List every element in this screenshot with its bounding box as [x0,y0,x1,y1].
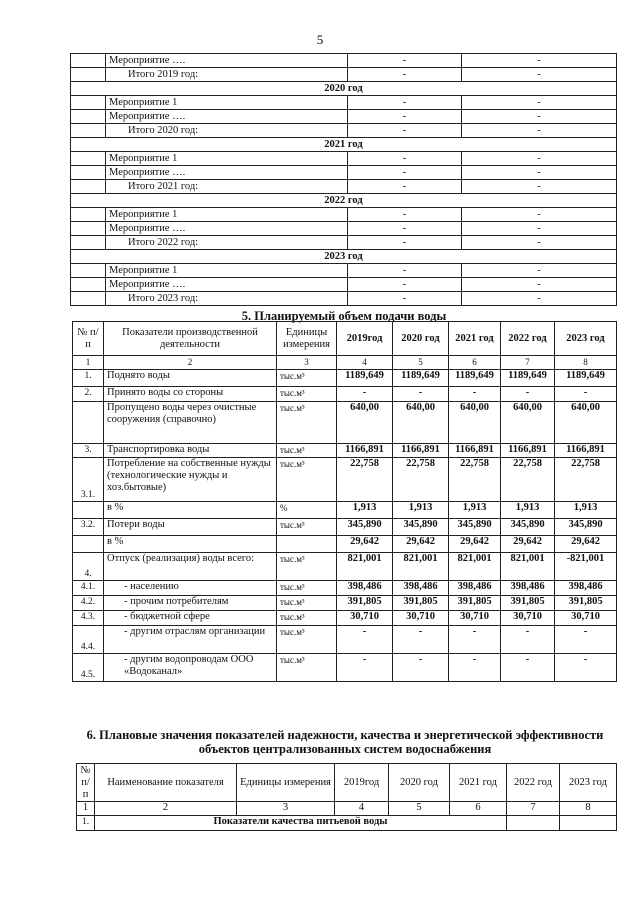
row-num-cell [71,222,106,236]
value-cell: 391,805 [501,596,555,611]
section-5-title: 5. Планируемый объем подачи воды [241,309,447,323]
value-cell: 30,710 [393,611,449,626]
row-num-cell [71,208,106,222]
value-cell: - [337,387,393,402]
unit-cell: тыс.м³ [277,519,337,536]
measure-name: Мероприятие …. [106,278,348,292]
indicator-name: Потребление на собственные нужды (технологические нужды и хоз.бытовые) [104,458,277,502]
value-cell: - [462,278,617,292]
row-num-cell [71,152,106,166]
indicator-row [73,611,617,626]
col-2023-header: 2023 год [555,322,617,356]
value-cell: - [462,152,617,166]
value-cell: 22,758 [393,458,449,502]
unit-cell: % [277,502,337,519]
value-cell: - [348,68,462,82]
value-cell: - [462,208,617,222]
row-num-cell [71,264,106,278]
measure-row [71,68,617,82]
measure-row [71,236,617,250]
index-cell: 7 [501,356,555,370]
row-num-cell [71,124,106,138]
value-cell: 345,890 [555,519,617,536]
year-header-row [71,138,617,152]
value-cell: - [462,236,617,250]
value-cell: 398,486 [501,581,555,596]
year-label: 2021 год [71,138,617,152]
value-cell: 391,805 [555,596,617,611]
unit-cell: тыс.м³ [277,553,337,581]
value-cell: - [462,222,617,236]
value-cell: 1166,891 [393,444,449,458]
value-cell: 1189,649 [555,370,617,387]
value-cell: - [449,626,501,654]
value-cell: - [462,264,617,278]
indicator-name: - бюджетной сфере [104,611,277,626]
measure-name: Мероприятие 1 [106,264,348,278]
value-cell: - [348,166,462,180]
measure-name: Мероприятие 1 [106,152,348,166]
value-cell: - [337,626,393,654]
value-cell: 29,642 [501,536,555,553]
value-cell: - [501,387,555,402]
s6-row-num: 1. [77,816,95,831]
value-cell: 30,710 [337,611,393,626]
s6-col-indicator-header: Наименование показателя [95,764,237,802]
index-row [73,356,617,370]
measure-row [71,264,617,278]
value-cell: 1189,649 [337,370,393,387]
value-cell: -821,001 [555,553,617,581]
s6-row [77,816,617,831]
year-label: 2023 год [71,250,617,264]
unit-cell: тыс.м³ [277,458,337,502]
s6-col-2022-header: 2022 год [507,764,560,802]
value-cell: - [501,654,555,682]
s6-col-2020-header: 2020 год [389,764,450,802]
value-cell: 398,486 [555,581,617,596]
indicator-row [73,444,617,458]
row-num-cell [71,278,106,292]
value-cell: 345,890 [449,519,501,536]
measure-name: Мероприятие 1 [106,208,348,222]
s6-index-cell: 4 [335,802,389,816]
value-cell: 345,890 [393,519,449,536]
value-cell: 1,913 [393,502,449,519]
s6-empty-cell [507,816,560,831]
row-num-cell [71,96,106,110]
indicator-name: в % [104,536,277,553]
year-header-row [71,250,617,264]
indicator-name: в % [104,502,277,519]
year-label: 2020 год [71,82,617,96]
value-cell: 22,758 [337,458,393,502]
value-cell: 29,642 [393,536,449,553]
value-cell: - [462,180,617,194]
s6-col-num-header: № п/ п [77,764,95,802]
indicator-row [73,402,617,444]
indicator-name: Поднято воды [104,370,277,387]
row-num: 2. [73,387,104,402]
value-cell: - [462,166,617,180]
row-num: 4.5. [73,654,104,682]
total-label: Итого 2023 год: [106,292,348,306]
row-num-cell [71,236,106,250]
row-num: 3.2. [73,519,104,536]
s6-index-row [77,802,617,816]
index-cell: 2 [104,356,277,370]
s6-col-units-header: Единицы измерения [237,764,335,802]
value-cell: 345,890 [337,519,393,536]
s6-empty-cell [560,816,617,831]
s6-index-cell: 6 [450,802,507,816]
s6-index-cell: 3 [237,802,335,816]
indicator-name: - другим отраслям организации [104,626,277,654]
unit-cell: тыс.м³ [277,611,337,626]
value-cell: - [462,54,617,68]
indicator-name: - другим водопроводам ООО «Водоканал» [104,654,277,682]
value-cell: 1,913 [337,502,393,519]
value-cell: 640,00 [555,402,617,444]
row-num: 4. [73,553,104,581]
value-cell: 22,758 [501,458,555,502]
value-cell: 398,486 [337,581,393,596]
value-cell: 1189,649 [501,370,555,387]
measure-row [71,180,617,194]
s6-row-name: Показатели качества питьевой воды [95,816,507,831]
measure-name: Мероприятие …. [106,166,348,180]
indicator-row [73,654,617,682]
value-cell: - [348,180,462,194]
s6-index-cell: 2 [95,802,237,816]
indicator-name: Принято воды со стороны [104,387,277,402]
indicator-row [73,519,617,536]
value-cell: 22,758 [555,458,617,502]
index-cell: 3 [277,356,337,370]
value-cell: - [348,264,462,278]
year-header-row [71,82,617,96]
measure-row [71,54,617,68]
total-label: Итого 2022 год: [106,236,348,250]
value-cell: 821,001 [393,553,449,581]
value-cell: 29,642 [337,536,393,553]
unit-cell: тыс.м³ [277,444,337,458]
value-cell: - [462,68,617,82]
value-cell: 640,00 [337,402,393,444]
value-cell: - [348,110,462,124]
value-cell: 1189,649 [393,370,449,387]
row-num: 4.4. [73,626,104,654]
value-cell: 30,710 [449,611,501,626]
value-cell: 640,00 [449,402,501,444]
quality-indicators-table [76,763,617,831]
row-num [73,502,104,519]
value-cell: - [555,654,617,682]
row-num [73,402,104,444]
indicator-row [73,581,617,596]
indicator-name: Пропущено воды через очистные сооружения (справочно) [104,402,277,444]
col-2022-header: 2022 год [501,322,555,356]
value-cell: - [393,626,449,654]
col-num-header: № п/п [73,322,104,356]
value-cell: - [501,626,555,654]
value-cell: 821,001 [337,553,393,581]
col-2021-header: 2021 год [449,322,501,356]
row-num-cell [71,180,106,194]
col-units-header: Единицы измерения [277,322,337,356]
indicator-row [73,536,617,553]
index-cell: 6 [449,356,501,370]
measure-row [71,152,617,166]
value-cell: 345,890 [501,519,555,536]
value-cell: 821,001 [449,553,501,581]
row-num: 3. [73,444,104,458]
value-cell: 391,805 [449,596,501,611]
total-label: Итого 2019 год: [106,68,348,82]
value-cell: 22,758 [449,458,501,502]
measure-row [71,222,617,236]
row-num-cell [71,110,106,124]
value-cell: - [462,96,617,110]
unit-cell: тыс.м³ [277,596,337,611]
indicator-row [73,596,617,611]
unit-cell: тыс.м³ [277,370,337,387]
value-cell: - [462,124,617,138]
value-cell: 1,913 [449,502,501,519]
measure-name: Мероприятие …. [106,110,348,124]
measure-row [71,124,617,138]
indicator-row [73,370,617,387]
water-supply-table [72,321,617,682]
value-cell: 391,805 [393,596,449,611]
row-num: 4.2. [73,596,104,611]
value-cell: - [348,222,462,236]
col-2019-header: 2019год [337,322,393,356]
year-label: 2022 год [71,194,617,208]
value-cell: - [348,278,462,292]
value-cell: - [555,626,617,654]
unit-cell: тыс.м³ [277,402,337,444]
index-cell: 5 [393,356,449,370]
indicator-row [73,458,617,502]
measure-row [71,96,617,110]
value-cell: 1189,649 [449,370,501,387]
unit-cell: тыс.м³ [277,387,337,402]
total-label: Итого 2021 год: [106,180,348,194]
value-cell: - [348,54,462,68]
col-2020-header: 2020 год [393,322,449,356]
value-cell: - [449,387,501,402]
value-cell: - [393,654,449,682]
indicator-name: Потери воды [104,519,277,536]
value-cell: 1166,891 [337,444,393,458]
index-cell: 4 [337,356,393,370]
value-cell: - [462,292,617,306]
value-cell: - [462,110,617,124]
s6-col-2023-header: 2023 год [560,764,617,802]
s6-col-2021-header: 2021 год [450,764,507,802]
unit-cell: тыс.м³ [277,626,337,654]
value-cell: - [393,387,449,402]
value-cell: 30,710 [501,611,555,626]
indicator-name: Отпуск (реализация) воды всего: [104,553,277,581]
indicator-row [73,387,617,402]
value-cell: - [348,96,462,110]
value-cell: - [348,152,462,166]
section-6-title: 6. Плановые значения показателей надежности, качества и энергетической эффективности объектов централизованных систем водоснабжения [86,728,604,756]
value-cell: 1166,891 [501,444,555,458]
year-header-row [71,194,617,208]
value-cell: - [348,236,462,250]
row-num [73,536,104,553]
indicator-row [73,502,617,519]
measure-row [71,292,617,306]
indicator-name: - прочим потребителям [104,596,277,611]
value-cell: 391,805 [337,596,393,611]
s6-index-cell: 1 [77,802,95,816]
measure-name: Мероприятие …. [106,222,348,236]
value-cell: 30,710 [555,611,617,626]
value-cell: 640,00 [501,402,555,444]
index-cell: 8 [555,356,617,370]
indicator-row [73,626,617,654]
row-num-cell [71,166,106,180]
value-cell: 1166,891 [555,444,617,458]
s6-index-cell: 7 [507,802,560,816]
value-cell: - [337,654,393,682]
index-cell: 1 [73,356,104,370]
value-cell: - [348,124,462,138]
total-label: Итого 2020 год: [106,124,348,138]
unit-cell [277,536,337,553]
indicator-row [73,553,617,581]
measure-name: Мероприятие 1 [106,96,348,110]
indicator-name: Транспортировка воды [104,444,277,458]
value-cell: 1,913 [501,502,555,519]
s6-col-2019-header: 2019год [335,764,389,802]
value-cell: - [449,654,501,682]
measure-row [71,208,617,222]
row-num: 4.3. [73,611,104,626]
measure-row [71,166,617,180]
value-cell: - [348,292,462,306]
value-cell: - [348,208,462,222]
measures-table [70,53,617,306]
measure-row [71,278,617,292]
value-cell: 1,913 [555,502,617,519]
unit-cell: тыс.м³ [277,581,337,596]
row-num: 3.1. [73,458,104,502]
value-cell: 398,486 [393,581,449,596]
measure-row [71,110,617,124]
value-cell: 821,001 [501,553,555,581]
value-cell: 640,00 [393,402,449,444]
s6-index-cell: 8 [560,802,617,816]
row-num-cell [71,68,106,82]
value-cell: - [555,387,617,402]
value-cell: 29,642 [449,536,501,553]
col-indicator-header: Показатели производственной деятельности [104,322,277,356]
value-cell: 1166,891 [449,444,501,458]
page-number: 5 [316,32,324,47]
unit-cell: тыс.м³ [277,654,337,682]
s6-index-cell: 5 [389,802,450,816]
row-num: 4.1. [73,581,104,596]
row-num: 1. [73,370,104,387]
value-cell: 29,642 [555,536,617,553]
indicator-name: - населению [104,581,277,596]
value-cell: 398,486 [449,581,501,596]
row-num-cell [71,292,106,306]
row-num-cell [71,54,106,68]
measure-name: Мероприятие …. [106,54,348,68]
